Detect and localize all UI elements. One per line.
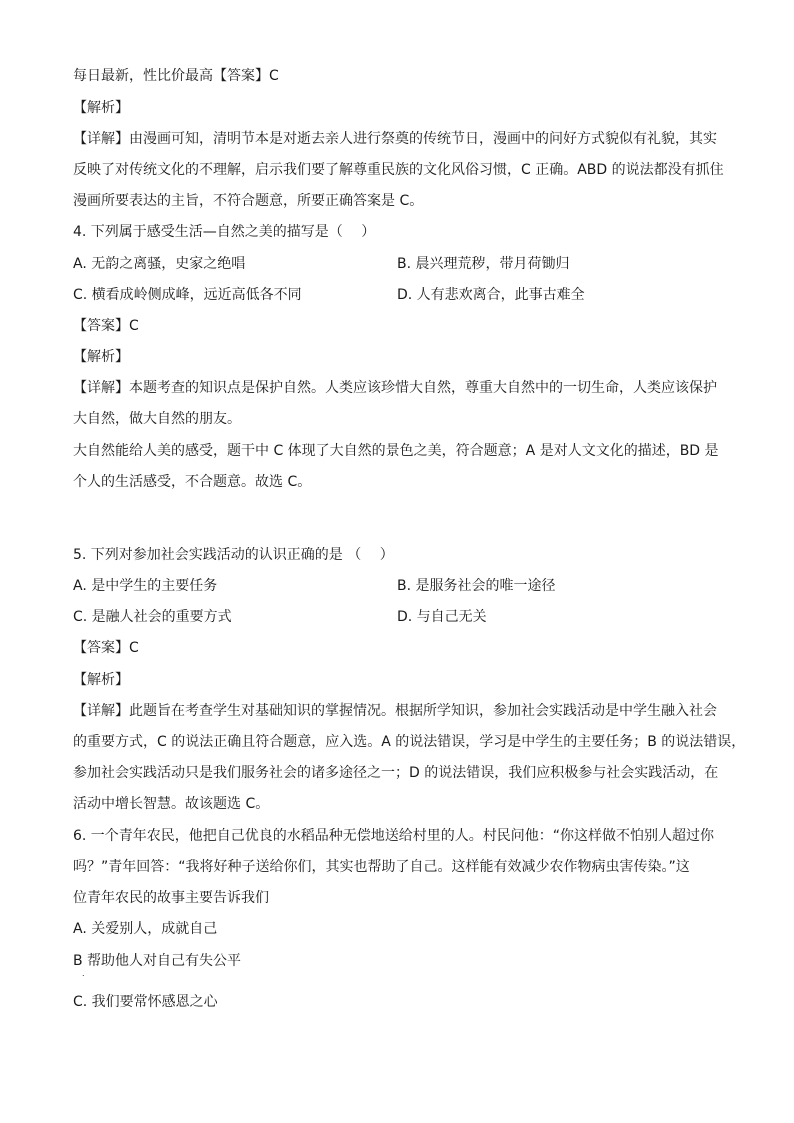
q5-detail-line: 的重要方式，C 的说法正确且符合题意，应入选。A 的说法错误，学习是中学生的主要任务；B 的说法错误， [73,734,746,750]
q4-option-d: D. 人有悲欢离合，此事古难全 [397,287,585,303]
question-6-stem: 位青年农民的故事主要告诉我们 [73,890,269,906]
q4-answer: 【答案】C [73,318,139,334]
answer-line-q3: 每日最新，性比价最高【答案】C [73,68,279,84]
q4-option-a: A. 无韵之离骚，史家之绝唱 [73,256,246,272]
q5-detail-line: 【详解】此题旨在考查学生对基础知识的掌握情况。根据所学知识，参加社会实践活动是中学生融入社会 [73,703,717,719]
q4-detail-line: 个人的生活感受，不合题意。故选 C。 [73,474,312,490]
q6-option-a: A. 关爱别人，成就自己 [73,921,218,937]
q4-option-c: C. 横看成岭侧成峰，远近高低各不同 [73,287,302,303]
detail-line: 反映了对传统文化的不理解，启示我们要了解尊重民族的文化风俗习惯，C 正确。ABD 的说法都没有抓住 [73,162,724,178]
q4-option-b: B. 晨兴理荒秽，带月荷锄归 [397,256,570,272]
q5-option-b: B. 是服务社会的唯一途径 [397,578,556,594]
q4-analysis-heading: 【解析】 [73,349,129,365]
q5-detail-line: 参加社会实践活动只是我们服务社会的诸多途径之一；D 的说法错误，我们应积极参与社会实践活动，在 [73,765,719,781]
q5-option-a: A. 是中学生的主要任务 [73,578,218,594]
detail-line: 漫画所要表达的主旨，不符合题意，所要正确答案是 C。 [73,193,424,209]
detail-line: 【详解】由漫画可知，清明节本是对逝去亲人进行祭奠的传统节日，漫画中的问好方式貌似有礼貌，其实 [73,131,717,147]
q5-option-d: D. 与自己无关 [397,609,487,625]
q5-option-c: C. 是融人社会的重要方式 [73,609,232,625]
q6-option-c: C. 我们要常怀感恩之心 [73,994,218,1010]
q5-detail-line: 活动中增长智慧。故该题选 C。 [73,796,270,812]
q4-detail-line: 大自然能给人美的感受，题干中 C 体现了大自然的景色之美，符合题意；A 是对人文文化的描述，BD 是 [73,443,719,459]
question-5-stem: 5. 下列对参加社会实践活动的认识正确的是 （ ） [73,547,394,563]
q4-detail-line: 大自然，做大自然的朋友。 [73,411,241,427]
question-4-stem: 4. 下列属于感受生活—自然之美的描写是（ ） [73,224,376,240]
stray-mark: . [82,969,85,978]
analysis-heading-q3: 【解析】 [73,100,129,116]
question-6-stem: 吗？”青年回答：“我将好种子送给你们，其实也帮助了自己。这样能有效减少农作物病虫害传染。”这 [73,859,690,875]
q4-detail-line: 【详解】本题考查的知识点是保护自然。人类应该珍惜大自然，尊重大自然中的一切生命，人类应该保护 [73,380,717,396]
question-6-stem: 6. 一个青年农民，他把自己优良的水稻品种无偿地送给村里的人。村民问他：“你这样做不怕别人超过你 [73,828,715,844]
q6-option-b: B 帮助他人对自己有失公平 [73,953,242,969]
q5-analysis-heading: 【解析】 [73,672,129,688]
q5-answer: 【答案】C [73,640,139,656]
